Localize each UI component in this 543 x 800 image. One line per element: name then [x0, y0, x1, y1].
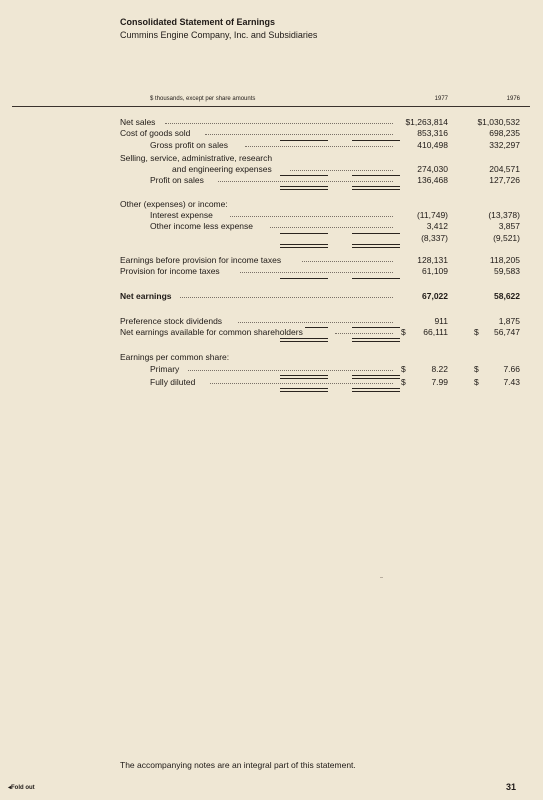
row-label: Gross profit on sales [150, 140, 228, 150]
leader-dots [240, 272, 393, 273]
year-1976-header: 1976 [506, 96, 520, 102]
value-1976: (13,378) [488, 210, 520, 220]
currency-1976: $ [474, 327, 479, 337]
paper-speck [380, 577, 383, 578]
leader-dots [238, 322, 393, 323]
value-1977: (11,749) [416, 210, 448, 220]
row-label: Net earnings [120, 291, 172, 301]
currency-1976: $ [474, 377, 479, 387]
row-net-sales [120, 117, 520, 128]
footnote: The accompanying notes are an integral part of this statement. [120, 760, 356, 770]
row-earnings-before-taxes [120, 255, 520, 266]
page-number: 31 [506, 782, 517, 792]
value-1977: (8,337) [421, 233, 448, 243]
value-1976: 118,205 [489, 255, 520, 265]
header-rule [12, 106, 530, 107]
units-header: $ thousands, except per share amounts [150, 96, 256, 102]
value-1976: 7.66 [503, 364, 520, 374]
row-label: Other (expenses) or income: [120, 199, 228, 209]
company-name: Cummins Engine Company, Inc. and Subsidiaries [120, 30, 318, 40]
value-1977: 67,022 [422, 291, 448, 301]
row-label: Interest expense [150, 210, 213, 220]
row-other-caption [120, 199, 520, 210]
fold-out-label: ◂Fold out [8, 785, 35, 791]
value-1977: 66,111 [423, 327, 448, 337]
currency-1977: $ [401, 364, 406, 374]
value-1977: 853,316 [417, 128, 448, 138]
double-underline-1976 [352, 244, 400, 248]
row-label: Net sales [120, 117, 156, 127]
row-label: Cost of goods sold [120, 128, 191, 138]
currency-1977: $ [401, 327, 406, 337]
statement-title: Consolidated Statement of Earnings [120, 17, 276, 27]
value-1976: $1,030,532 [477, 117, 520, 127]
value-1977: $1,263,814 [405, 117, 448, 127]
double-underline-1976 [352, 186, 400, 190]
row-label: Net earnings available for common shareholders [120, 327, 303, 337]
row-preference-dividends [120, 316, 520, 327]
row-profit-on-sales [120, 175, 520, 186]
row-other-net [120, 233, 520, 244]
underline-1977 [280, 278, 328, 279]
value-1976: 56,747 [494, 327, 520, 337]
row-engineering-expenses [120, 164, 520, 175]
leader-dots [188, 370, 393, 371]
leader-dots [210, 383, 393, 384]
row-eps-fully-diluted [120, 377, 520, 388]
leader-dots [245, 146, 393, 147]
row-gross-profit [120, 140, 520, 151]
row-label: Primary [150, 364, 180, 374]
row-label: Earnings per common share: [120, 352, 230, 362]
value-1976: 332,297 [489, 140, 520, 150]
double-underline-1977 [280, 244, 328, 248]
leader-dots [335, 333, 393, 334]
value-1977: 274,030 [417, 164, 448, 174]
value-1976: 58,622 [494, 291, 520, 301]
currency-1976: $ [474, 364, 479, 374]
row-net-earnings [120, 291, 520, 302]
row-interest-expense [120, 210, 520, 221]
row-label: Fully diluted [150, 377, 196, 387]
double-underline-1976 [352, 388, 400, 392]
row-cost-of-goods-sold [120, 128, 520, 139]
value-1977: 410,498 [417, 140, 448, 150]
value-1976: 7.43 [503, 377, 520, 387]
row-eps-caption [120, 352, 520, 363]
leader-dots [165, 123, 393, 124]
row-net-earnings-common [120, 327, 520, 338]
year-1977-header: 1977 [434, 96, 448, 102]
value-1977: 911 [434, 316, 448, 326]
double-underline-1977 [280, 388, 328, 392]
row-label: and engineering expenses [172, 164, 272, 174]
double-underline-1977 [280, 186, 328, 190]
value-1976: 698,235 [489, 128, 520, 138]
leader-dots [205, 134, 393, 135]
row-selling-expenses-caption [120, 153, 520, 164]
leader-dots [218, 181, 393, 182]
row-label: Other income less expense [150, 221, 253, 231]
value-1976: (9,521) [493, 233, 520, 243]
row-label: Earnings before provision for income taxes [120, 255, 282, 265]
row-label: Profit on sales [150, 175, 204, 185]
row-other-income [120, 221, 520, 232]
double-underline-1976 [352, 338, 400, 342]
leader-dots [230, 216, 393, 217]
value-1976: 204,571 [489, 164, 520, 174]
value-1977: 136,468 [417, 175, 448, 185]
leader-dots [180, 297, 393, 298]
value-1977: 128,131 [417, 255, 448, 265]
value-1977: 3,412 [426, 221, 448, 231]
row-label: Preference stock dividends [120, 316, 223, 326]
double-underline-1977 [280, 338, 328, 342]
leader-dots [290, 170, 393, 171]
row-eps-primary [120, 364, 520, 375]
leader-dots [270, 227, 393, 228]
value-1976: 1,875 [498, 316, 520, 326]
row-provision-income-taxes [120, 266, 520, 277]
value-1976: 127,726 [489, 175, 520, 185]
value-1976: 3,857 [498, 221, 520, 231]
value-1977: 8.22 [431, 364, 448, 374]
leader-dots [302, 261, 393, 262]
value-1977: 7.99 [431, 377, 448, 387]
value-1977: 61,109 [422, 266, 448, 276]
row-label: Provision for income taxes [120, 266, 220, 276]
currency-1977: $ [401, 377, 406, 387]
value-1976: 59,583 [494, 266, 520, 276]
underline-1976 [352, 278, 400, 279]
row-label: Selling, service, administrative, research [120, 153, 273, 163]
